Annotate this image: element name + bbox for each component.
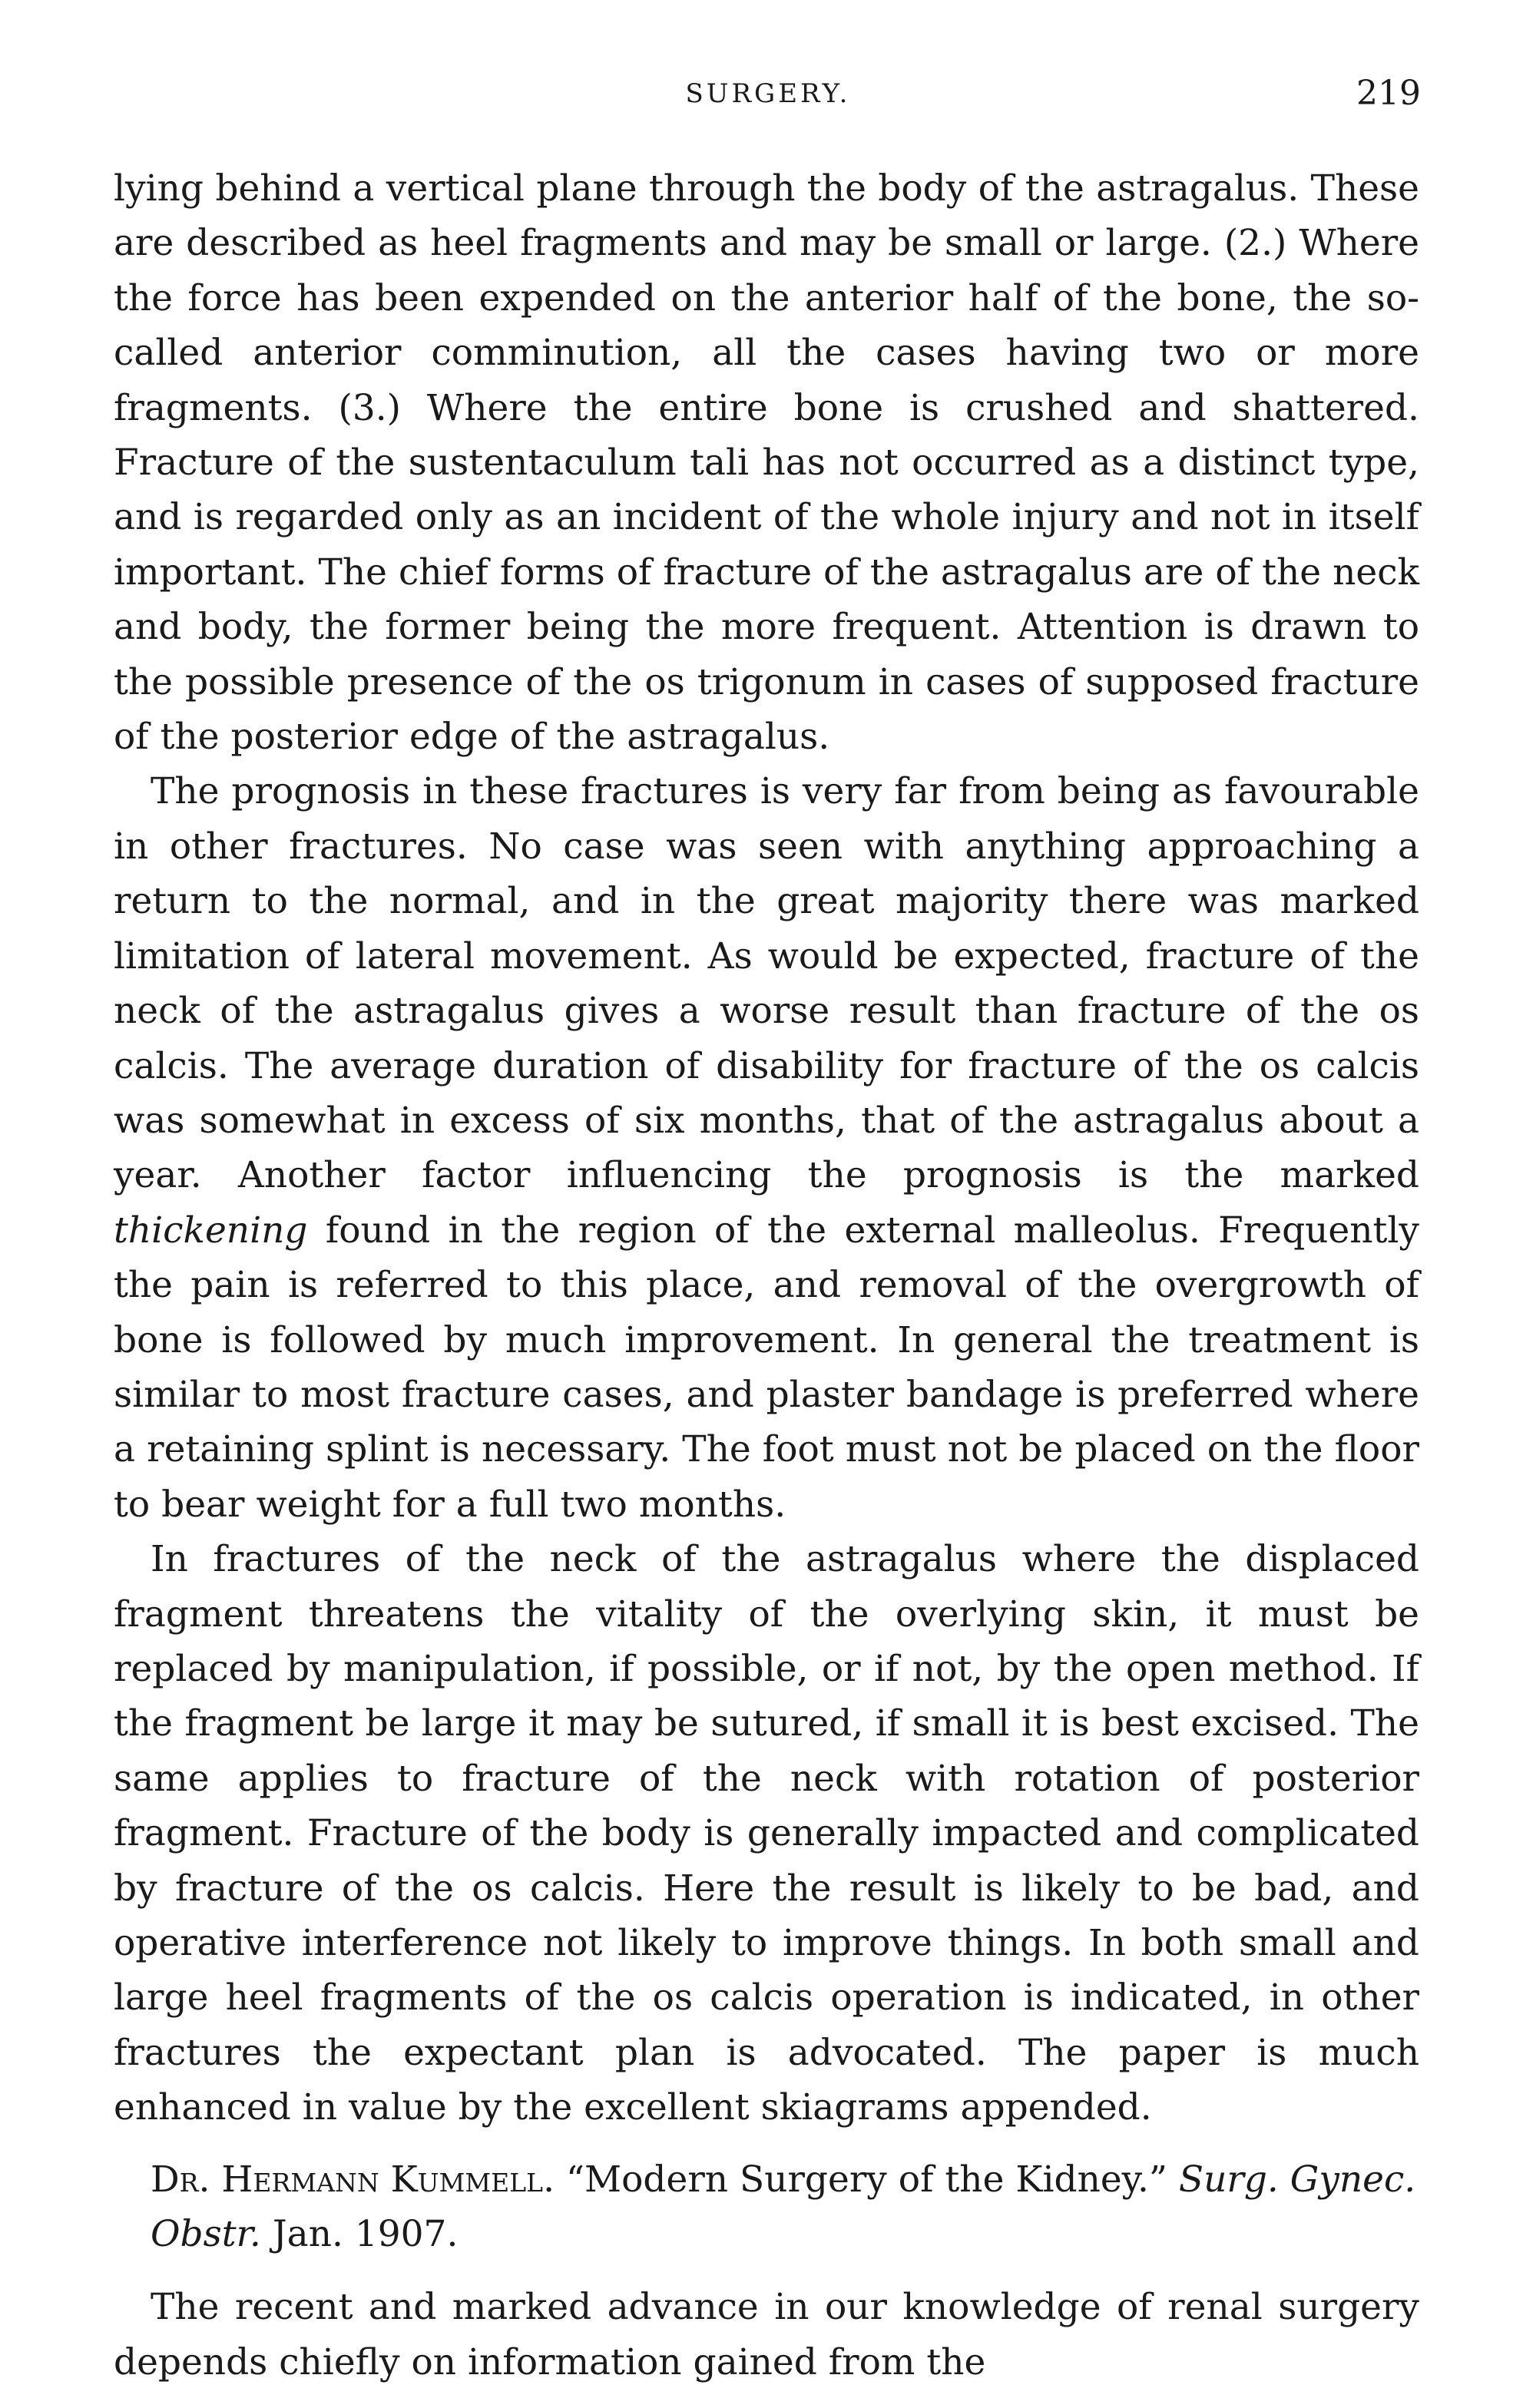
citation-author: Dr. Hermann Kummell. — [151, 2158, 555, 2201]
paragraph-2-part-1: The prognosis in these fractures is very far from being as favourable in other fractures. No case was seen with anything approaching a return to the normal, and in the great majority there was marked limitation of lateral movement. As would be expected, fracture of the neck of the astragalus gives a worse result than fracture of the os calcis. The average duration of disability for fracture of the os calcis was somewhat in excess of six months, that of the astragalus about a year. Another factor influencing the prognosis is the marked — [114, 770, 1419, 1197]
citation-date: Jan. 1907. — [272, 2213, 459, 2256]
page-number: 219 — [1356, 74, 1421, 113]
page-header — [115, 74, 1421, 120]
citation-title: “Modern Surgery of the Kidney.” — [565, 2158, 1167, 2201]
paragraph-2-emphasis: thickening — [114, 1209, 308, 1252]
citation — [114, 2152, 1419, 2262]
paragraph-3: In fractures of the neck of the astragalus where the displaced fragment threatens the vitality of the overlying skin, it must be replaced by manipulation, if possible, or if not, by the open method. If the fragment be large it may be sutured, if small it is best excised. The same applies to fracture of the neck with rotation of posterior fragment. Fracture of the body is generally impacted and complicated by fracture of the os calcis. Here the result is likely to be bad, and operative interference not likely to improve things. In both small and large heel fragments of the os calcis operation is indicated, in other fractures the expectant plan is advocated. The paper is much enhanced in value by the excellent skiagrams appended. — [114, 1538, 1419, 2129]
paragraph-2 — [114, 764, 1419, 1532]
citation-journal: Surg. Gynec. Obstr. — [151, 2158, 1416, 2256]
spacer — [114, 2261, 1419, 2280]
running-title: SURGERY. — [685, 78, 851, 109]
paragraph-5: The recent and marked advance in our knowledge of renal surgery depends chiefly on information gained from the — [114, 2286, 1419, 2383]
body-text — [114, 161, 1419, 2390]
paragraph-2-part-2: found in the region of the external malleolus. Frequently the pain is referred to this place, and removal of the overgrowth of bone is followed by much improvement. In general the treatment is similar to most fracture cases, and plaster bandage is preferred where a retaining splint is necessary. The foot must not be placed on the floor to bear weight for a full two months. — [114, 1209, 1419, 1526]
paragraph-1: lying behind a vertical plane through the body of the astragalus. These are described as heel fragments and may be small or large. (2.) Where the force has been expended on the anterior half of the bone, the so-called anterior comminution, all the cases having two or more fragments. (3.) Where the entire bone is crushed and shattered. Fracture of the sustentaculum tali has not occurred as a distinct type, and is regarded only as an incident of the whole injury and not in itself important. The chief forms of fracture of the astragalus are of the neck and body, the former being the more frequent. Attention is drawn to the possible presence of the os trigonum in cases of supposed fracture of the posterior edge of the astragalus. — [114, 167, 1419, 759]
